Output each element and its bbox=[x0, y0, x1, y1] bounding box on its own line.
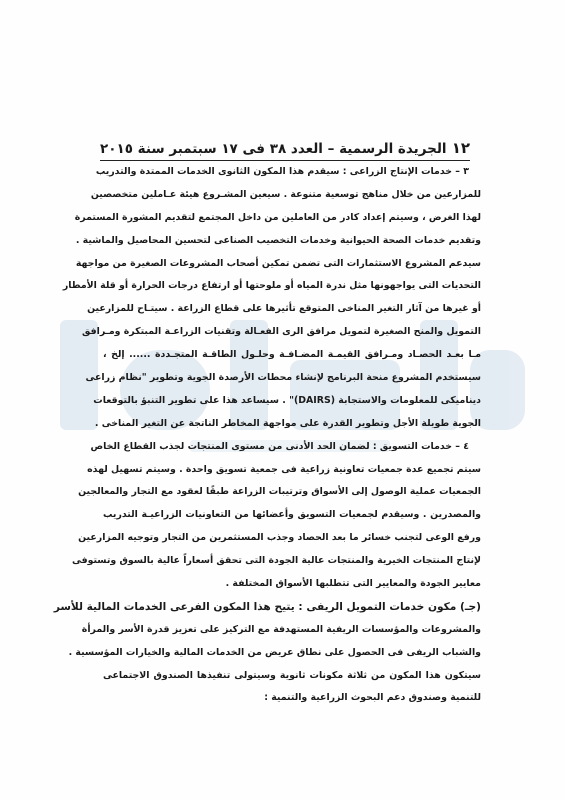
paragraph-line: سيدعم المشروع الاستثمارات التى تضمن تمكين أصحاب المشروعات الصغيرة من مواجهة bbox=[75, 257, 481, 269]
body-text bbox=[53, 161, 481, 710]
page-number: ١٢ bbox=[451, 139, 470, 157]
paragraph-line: سيستخدم المشروع منحة البرنامج لإنشاء محطات الأرصدة الجوية وتطوير "نظام زراعى bbox=[85, 372, 481, 384]
paragraph-line: التحديات التى يواجهونها مثل ندرة المياه أو ملوحتها أو ارتفاع درجات الحرارة أو قلة الأمطار bbox=[62, 280, 481, 292]
paragraph-line: ٣ – خدمات الإنتاج الزراعى : سيقدم هذا المكون الثانوى الخدمات الممتدة والتدريب bbox=[95, 166, 469, 177]
paragraph-line: لإنتاج المنتجات الخيرية والمنتجات عالية الجودة التى تحقق أسعاراً عالية بالسوق وتستوفى bbox=[71, 555, 481, 567]
paragraph-line: والشباب الريفى فى الحصول على نطاق عريض من الخدمات المالية والخيارات المؤسسية . bbox=[68, 646, 481, 658]
paragraph-line: ورفع الوعى لتجنب خسائر ما بعد الحصاد وجذب المستثمرين من التجار وتوجيه المزارعين bbox=[78, 532, 481, 544]
paragraph-line: وتقديم خدمات الصحة الحيوانية وخدمات التخصيب الصناعى لتحسين المحاصيل والماشية . bbox=[75, 234, 481, 246]
paragraph-line: والمصدرين . وسيقدم لجمعيات التسويق وأعضائها من التعاونيات الزراعيـة التدريب bbox=[103, 509, 481, 521]
page-header bbox=[100, 131, 470, 161]
paragraph-line: للمزارعين من خلال مناهج توسعية متنوعة . سيعين المشـروع هيئة عـاملين متخصصين bbox=[90, 188, 481, 200]
paragraph-line: ديناميكى للمعلومات والاستجابة (DAIRS)" . سيساعد هذا على تطوير التنبؤ بالتوقعات bbox=[93, 394, 481, 406]
section-heading-line: (جـ) مكون خدمات التمويل الريفى : يتيح هذا المكون الفرعى الخدمات المالية للأسر bbox=[53, 600, 481, 613]
paragraph-line: والمشروعات والمؤسسات الريفية المستهدفة مع التركيز على تعزيز قدرة الأسر والمرأة bbox=[81, 623, 481, 635]
paragraph-line: التمويل والمنح الصغيرة لتمويل مرافق الرى الفعـالة وتقنيات الزراعـة المبتكرة ومـرافق bbox=[82, 326, 481, 338]
paragraph-line: الجمعيات عملية الوصول إلى الأسواق وترتيبات الزراعة طبقًا لعقود مع التجار والمعالجين bbox=[78, 486, 481, 498]
gazette-title: الجريدة الرسمية – العدد ٣٨ فى ١٧ سبتمبر سنة ٢٠١٥ bbox=[100, 141, 447, 157]
paragraph-line: معايير الجودة والمعايير التى تتطلبها الأسواق المختلفة . bbox=[225, 578, 481, 590]
paragraph-line: سيتم تجميع عدة جمعيات تعاونية زراعية فى جمعية تسويق واحدة . وسيتم تسهيل لهذه bbox=[87, 463, 481, 475]
paragraph-line: أو غيرها من آثار التغير المناخى المتوقع تأثيرها على قطاع الزراعة . سيتـاح للمزارعين bbox=[87, 303, 481, 315]
paragraph-line: سيتكون هذا المكون من ثلاثة مكونات ثانوية وسيتولى تنفيذها الصندوق الاجتماعى bbox=[103, 669, 481, 681]
paragraph-line: لهذا الغرض ، وسيتم إعداد كادر من العاملين من داخل المجتمع لتقديم المشورة المستمرة bbox=[74, 211, 481, 223]
paragraph-line: مـا بعـد الحصـاد ومـرافق القيمـة المضـافـة وحلـول الطاقـة المتجـددة ...... إلخ ، bbox=[103, 349, 481, 361]
paragraph-line: الجوية طويلة الأجل وتطوير القدرة على مواجهة المخاطر الناتجة عن التغير المناخى . bbox=[94, 417, 481, 429]
paragraph-line: للتنمية وصندوق دعم البحوث الزراعية والتنمية : bbox=[264, 692, 481, 704]
paragraph-line: ٤ – خدمات التسويق : لضمان الحد الأدنى من مستوى المنتجات لجذب القطاع الخاص bbox=[90, 440, 469, 452]
